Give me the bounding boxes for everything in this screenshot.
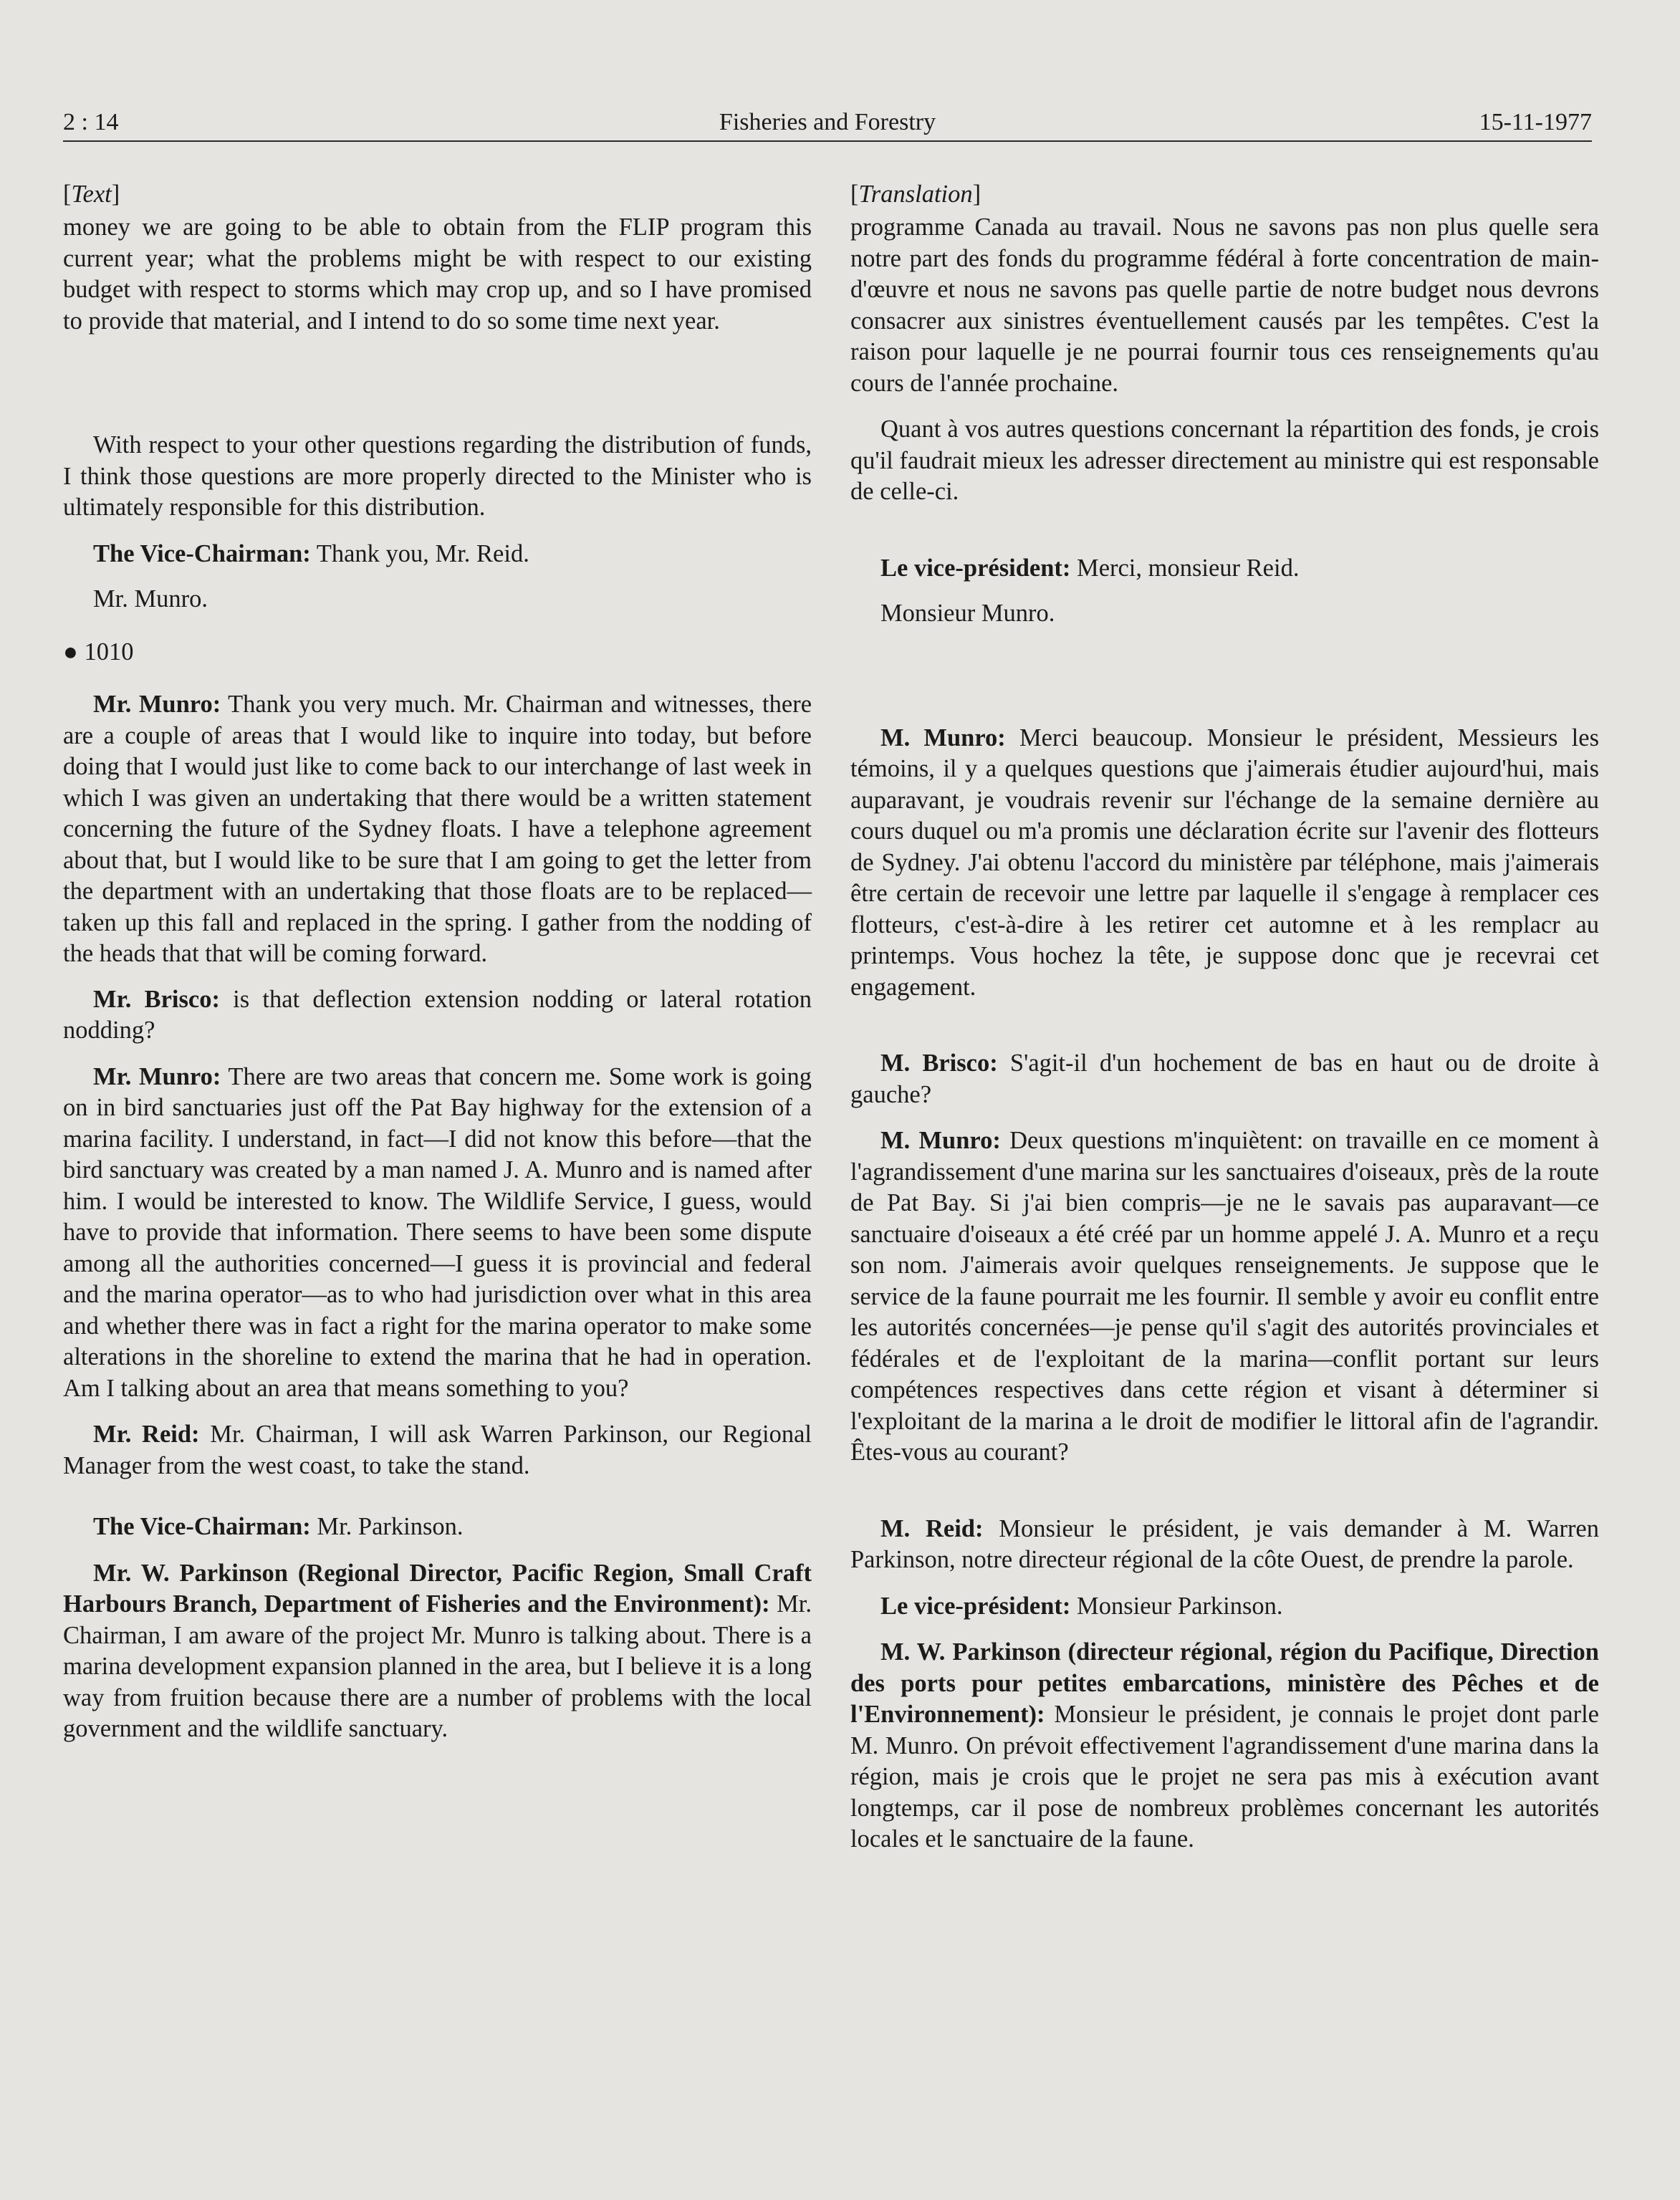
paragraph: Monsieur Munro. bbox=[880, 600, 1055, 627]
paragraph: The Vice-Chairman: Mr. Parkinson. bbox=[93, 1513, 464, 1540]
speaker-name: M. Munro: bbox=[880, 1127, 1001, 1154]
time-marker: ● 1010 bbox=[63, 638, 134, 666]
paragraph: Mr. Munro: There are two areas that concern me. Some work is going on in bird sanctuaries just off the Pat Bay highway for the extension of a marina facility. I understand, in fact—I did not know this before—that the bird sanctuary was created by a man named J. A. Munro and is named after him. I would be interested to know. The Wildlife Service, I guess, would have to provide that information. There seems to have been some dispute among all the authorities concerned—I guess it is provincial and federal and the marina operator—as to who had jurisdiction over what in this area and whether there was in fact a right for the marina operator to make some alterations in the shoreline to extend the marina that he had in operation. Am I talking about an area that means something to you? bbox=[63, 1062, 812, 1402]
page-header bbox=[63, 106, 1592, 145]
paragraph: With respect to your other questions regarding the distribution of funds, I think those questions are more properly directed to the Minister who is ultimately responsible for this distribution. bbox=[63, 431, 812, 521]
speaker-name: Mr. Munro: bbox=[93, 1062, 221, 1090]
paragraph: The Vice-Chairman: Thank you, Mr. Reid. bbox=[93, 539, 529, 567]
paragraph: Mr. Brisco: is that deflection extension nodding or lateral rotation nodding? bbox=[63, 985, 812, 1044]
speaker-name: Le vice-président: bbox=[880, 1592, 1071, 1620]
paragraph: Le vice-président: Merci, monsieur Reid. bbox=[880, 554, 1300, 582]
speaker-name: M. Brisco: bbox=[880, 1049, 998, 1077]
paragraph: Mr. Munro: Thank you very much. Mr. Chairman and witnesses, there are a couple of areas that I would like to inquire into today, but before doing that I would just like to come back to our interchange of last week in which I was given an undertaking that there would be a written statement concerning the future of the Sydney floats. I have a telephone agreement about that, but I would like to be sure that I am going to get the letter from the department with an undertaking that those floats are to be replaced—taken up this fall and replaced in the spring. I gather from the nodding of the heads that that will be coming forward. bbox=[63, 691, 812, 967]
speaker-name: M. Munro: bbox=[880, 724, 1006, 751]
speaker-name: The Vice-Chairman: bbox=[93, 1513, 311, 1540]
paragraph: programme Canada au travail. Nous ne savons pas non plus quelle sera notre part des fonds du programme fédéral à forte concentration de main-d'œuvre et nous ne savons pas quelle partie de notre budget nous devrons consacrer aux sinistres éventuellement causés par les tempêtes. C'est la raison pour laquelle je ne pourrai fournir tous ces renseignements qu'au cours de l'année prochaine. bbox=[850, 213, 1599, 397]
speaker-name: The Vice-Chairman: bbox=[93, 539, 311, 567]
speaker-name: Mr. Munro: bbox=[93, 691, 221, 718]
text-label: [Text] bbox=[63, 181, 120, 208]
page-number: 2 : 14 bbox=[63, 109, 119, 135]
header-rule bbox=[63, 140, 1592, 142]
header-date: 15-11-1977 bbox=[1479, 109, 1592, 135]
paragraph: Quant à vos autres questions concernant la répartition des fonds, je crois qu'il faudrait mieux les adresser directement au ministre qui est responsable de celle-ci. bbox=[850, 415, 1599, 505]
speaker-name: M. W. Parkinson (directeur régional, région du Pacifique, Direction des ports pour petites embarcations, ministère des Pêches et de l'Environnement): bbox=[850, 1638, 1599, 1728]
paragraph: M. Reid: Monsieur le président, je vais demander à M. Warren Parkinson, notre directeur régional de la côte Ouest, de prendre la parole. bbox=[850, 1514, 1599, 1573]
speaker-name: Mr. Brisco: bbox=[93, 985, 220, 1013]
paragraph: money we are going to be able to obtain from the FLIP program this current year; what the problems might be with respect to our existing budget with respect to storms which may crop up, and so I have promised to provide that material, and I intend to do so some time next year. bbox=[63, 213, 812, 335]
paragraph: Mr. Reid: Mr. Chairman, I will ask Warren Parkinson, our Regional Manager from the west coast, to take the stand. bbox=[63, 1421, 812, 1479]
speaker-name: Le vice-président: bbox=[880, 554, 1071, 582]
french-column bbox=[850, 179, 1599, 1855]
paragraph: Mr. W. Parkinson (Regional Director, Pacific Region, Small Craft Harbours Branch, Department of Fisheries and the Environment): Mr. Chairman, I am aware of the project Mr. Munro is talking about. There is a marina development expansion planned in the area, but I believe it is a long way from fruition because there are a number of problems with the local government and the wildlife sanctuary. bbox=[63, 1559, 812, 1742]
speaker-name: Mr. W. Parkinson (Regional Director, Pacific Region, Small Craft Harbours Branch, Department of Fisheries and the Environment): bbox=[63, 1559, 812, 1618]
english-column bbox=[63, 179, 812, 1745]
paragraph: M. Munro: Deux questions m'inquiètent: on travaille en ce moment à l'agrandissement d'une marina sur les sanctuaires d'oiseaux, près de la route de Pat Bay. Si j'ai bien compris—je ne le savais pas auparavant—ce sanctuaire d'oiseaux a été créé par un homme appelé J. A. Munro et a reçu son nom. J'aimerais avoir quelques renseignements. Je suppose que le service de la faune pourrait me les fournir. Il semble y avoir eu conflit entre les autorités concernées—je pense qu'il s'agit des autorités provinciales et fédérales et de l'exploitant de la marina—conflit portant sur leurs compétences respectives dans cette région et visant à déterminer si l'exploitant de la marina a le droit de modifier le littoral afin de l'agrandir. Êtes-vous au courant? bbox=[850, 1127, 1599, 1466]
speaker-name: Mr. Reid: bbox=[93, 1421, 200, 1448]
paragraph: M. W. Parkinson (directeur régional, région du Pacifique, Direction des ports pour petites embarcations, ministère des Pêches et de l'Environnement): Monsieur le président, je connais le projet dont parle M. Munro. On prévoit effectivement l'agrandissement d'une marina dans la région, mais je crois que le projet ne sera pas mis à exécution avant longtemps, car il pose de nombreux problèmes concernant les autorités locales et le sanctuaire de la faune. bbox=[850, 1638, 1599, 1853]
paragraph: Le vice-président: Monsieur Parkinson. bbox=[880, 1592, 1283, 1620]
paragraph: M. Munro: Merci beaucoup. Monsieur le président, Messieurs les témoins, il y a quelques questions que j'aimerais étudier aujourd'hui, mais auparavant, je voudrais revenir sur l'échange de la semaine dernière au cours duquel ou m'a promis une déclaration écrite sur l'avenir des flotteurs de Sydney. J'ai obtenu l'accord du ministère par téléphone, mais j'aimerais être certain de recevoir une lettre par laquelle il s'engage à remplacer ces flotteurs, c'est-à-dire à les retirer cet automne et à les remplacr au printemps. Vous hochez la tête, je suppose donc que je recevrai cet engagement. bbox=[850, 724, 1599, 1001]
paragraph: M. Brisco: S'agit-il d'un hochement de bas en haut ou de droite à gauche? bbox=[850, 1049, 1600, 1108]
paragraph: Mr. Munro. bbox=[93, 585, 208, 613]
translation-label: [Translation] bbox=[850, 181, 981, 208]
speaker-name: M. Reid: bbox=[880, 1514, 984, 1542]
running-title: Fisheries and Forestry bbox=[719, 109, 936, 135]
